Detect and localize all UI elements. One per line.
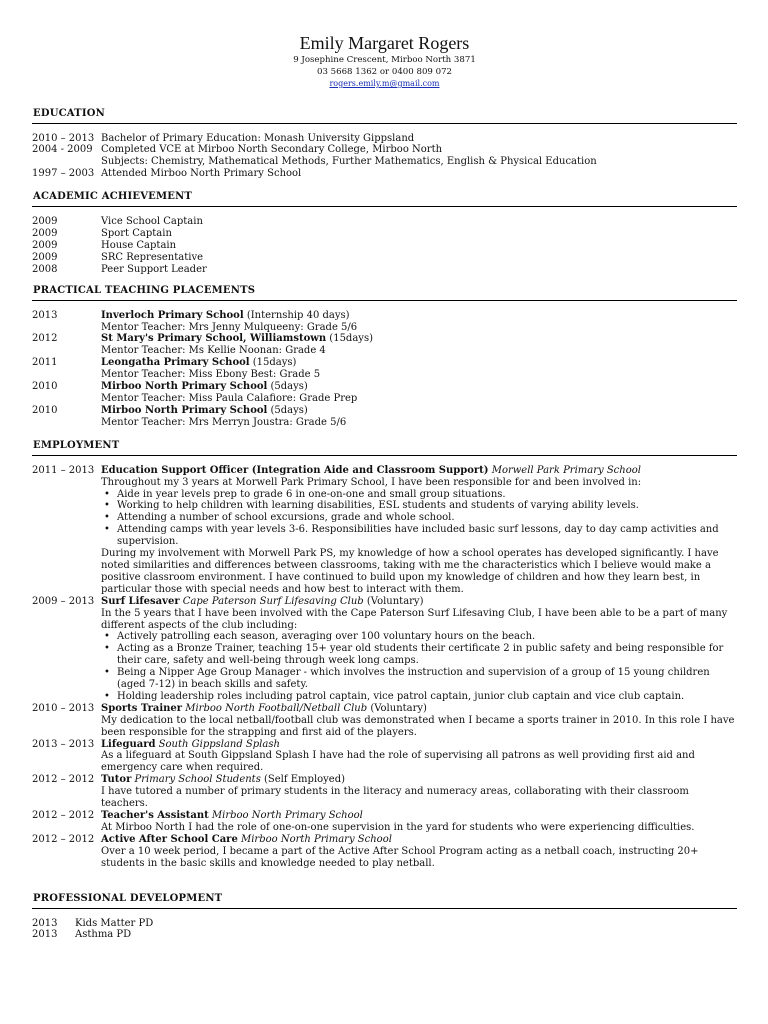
placement-title-line xyxy=(101,381,737,393)
job-heading xyxy=(101,465,737,477)
job-organisation: South Gippsland Splash xyxy=(155,738,280,750)
job-bullet: • Actively patrolling each season, averaging over 100 voluntary hours on the beach. xyxy=(101,631,737,643)
placement-title-line xyxy=(101,310,737,322)
placement-mentor: Mentor Teacher: Miss Paula Calafiore: Grade Prep xyxy=(101,393,358,404)
professional-date: 2013 xyxy=(32,929,58,941)
job-date: 2010 – 2013 xyxy=(32,702,95,714)
academic-text: Peer Support Leader xyxy=(101,263,207,275)
job-organisation: Cape Paterson Surf Lifesaving Club xyxy=(179,595,364,607)
placement-content xyxy=(101,310,737,334)
academic-row xyxy=(32,240,737,252)
job-title: Surf Lifesaver xyxy=(101,595,180,607)
placements-heading: PRACTICAL TEACHING PLACEMENTS xyxy=(32,284,737,301)
education-text: Bachelor of Primary Education: Monash University Gippsland xyxy=(101,132,415,144)
placement-school: Leongatha Primary School xyxy=(101,357,250,369)
academic-row xyxy=(32,264,737,276)
job-content xyxy=(101,834,737,870)
placement-row xyxy=(32,333,737,357)
academic-text: SRC Representative xyxy=(101,251,204,263)
job-content xyxy=(101,774,737,810)
placement-date: 2010 xyxy=(32,381,58,393)
placement-row xyxy=(32,357,737,381)
placement-detail: (5days) xyxy=(267,381,308,393)
academic-date: 2009 xyxy=(32,228,58,240)
placement-date: 2010 xyxy=(32,404,58,416)
job-note: (Voluntary) xyxy=(363,595,424,607)
academic-date: 2009 xyxy=(32,239,58,251)
job-organisation: Morwell Park Primary School xyxy=(488,464,641,476)
placement-content xyxy=(101,357,737,381)
placement-content xyxy=(101,381,737,405)
job-description: I have tutored a number of primary students in the literacy and numeracy areas, collaborating with their classroom teachers. xyxy=(101,786,689,810)
job-title: Tutor xyxy=(101,774,132,786)
job-bullet: • Working to help children with learning disabilities, ESL students and students of varying ability levels. xyxy=(101,500,737,512)
placement-detail: (15days) xyxy=(326,333,373,345)
placement-content xyxy=(101,405,737,429)
job-row xyxy=(32,810,737,834)
placement-school: Inverloch Primary School xyxy=(101,309,244,321)
academic-date: 2009 xyxy=(32,216,58,228)
academic-text: Vice School Captain xyxy=(101,216,203,228)
education-text: Attended Mirboo North Primary School xyxy=(101,168,302,180)
academic-text: House Captain xyxy=(101,239,177,251)
professional-date: 2013 xyxy=(32,917,58,929)
education-date xyxy=(32,156,101,168)
job-content xyxy=(101,596,737,703)
placement-mentor: Mentor Teacher: Miss Ebony Best: Grade 5 xyxy=(101,369,321,381)
placement-school: St Mary's Primary School, Williamstown xyxy=(101,333,327,345)
job-title: Active After School Care xyxy=(101,833,238,845)
education-date: 1997 – 2003 xyxy=(32,168,95,180)
academic-row xyxy=(32,216,737,228)
placement-row xyxy=(32,310,737,334)
job-row xyxy=(32,596,737,703)
job-row xyxy=(32,774,737,810)
placement-title-line xyxy=(101,333,737,345)
job-title: Sports Trainer xyxy=(101,702,183,714)
job-organisation: Primary School Students xyxy=(131,774,261,786)
professional-text: Asthma PD xyxy=(75,929,132,941)
placement-date: 2013 xyxy=(32,309,58,321)
job-date: 2009 – 2013 xyxy=(32,595,95,607)
job-content xyxy=(101,739,737,775)
academic-text: Sport Captain xyxy=(101,228,172,240)
placement-mentor: Mentor Teacher: Ms Kellie Noonan: Grade 4 xyxy=(101,345,326,357)
job-description: My dedication to the local netball/football club was demonstrated when I became a sports trainer in 2010. In this role I have been responsible for the strapping and first aid of the players. xyxy=(101,714,735,738)
education-date: 2004 - 2009 xyxy=(32,144,93,156)
job-heading xyxy=(101,774,737,786)
professional-heading: PROFESSIONAL DEVELOPMENT xyxy=(32,892,737,909)
placement-school: Mirboo North Primary School xyxy=(101,381,268,393)
job-row xyxy=(32,739,737,775)
job-description: Over a 10 week period, I became a part of the Active After School Program acting as a netball coach, instructing 20+ students in the basic skills and knowledge needed to play netball. xyxy=(101,845,699,869)
academic-date: 2009 xyxy=(32,251,58,263)
job-organisation: Mirboo North Primary School xyxy=(237,833,392,845)
academic-row xyxy=(32,228,737,240)
job-bullet-list xyxy=(101,631,737,702)
placement-row xyxy=(32,381,737,405)
placement-row xyxy=(32,405,737,429)
job-heading xyxy=(101,810,737,822)
placement-detail: (Internship 40 days) xyxy=(243,309,350,321)
job-bullet: • Being a Nipper Age Group Manager - which involves the instruction and supervision of a group of 15 young children (aged 7-12) in beach skills and safety. xyxy=(101,667,737,691)
job-title: Lifeguard xyxy=(101,738,156,750)
job-summary: During my involvement with Morwell Park PS, my knowledge of how a school operates has developed significantly. I have noted similarities and differences between classrooms, taking with me the characteristics which I believe would make a positive classroom environment. I have continued to build upon my knowledge of children and how they learn best, in particular those with special needs and how best to interact with them. xyxy=(101,548,719,595)
job-organisation: Mirboo North Football/Netball Club xyxy=(182,702,368,714)
job-row xyxy=(32,703,737,739)
job-note: (Voluntary) xyxy=(367,702,427,714)
job-heading xyxy=(101,834,737,846)
job-title: Education Support Officer (Integration Aide and Classroom Support) xyxy=(101,464,489,476)
job-date: 2011 – 2013 xyxy=(32,464,95,476)
job-note: (Self Employed) xyxy=(260,774,346,786)
professional-row xyxy=(32,929,737,941)
job-organisation: Mirboo North Primary School xyxy=(208,810,363,821)
job-bullet: • Attending a number of school excursions, grade and whole school. xyxy=(101,512,737,524)
job-date: 2013 – 2013 xyxy=(32,738,95,750)
job-date: 2012 – 2012 xyxy=(32,833,95,845)
job-description: Throughout my 3 years at Morwell Park Primary School, I have been responsible for and been involved in: xyxy=(101,476,642,488)
job-bullet: • Acting as a Bronze Trainer, teaching 15+ year old students their certificate 2 in public safety and being responsible for their care, safety and well-being through week long camps. xyxy=(101,643,737,667)
placement-school: Mirboo North Primary School xyxy=(101,404,268,416)
academic-list xyxy=(32,216,737,276)
professional-row xyxy=(32,918,737,930)
education-text: Completed VCE at Mirboo North Secondary College, Mirboo North xyxy=(101,144,443,156)
education-row xyxy=(32,144,737,156)
education-text: Subjects: Chemistry, Mathematical Methods, Further Mathematics, English & Physical Education xyxy=(101,156,597,168)
placement-mentor: Mentor Teacher: Mrs Merryn Joustra: Grade 5/6 xyxy=(101,416,347,428)
placement-title-line xyxy=(101,357,737,369)
placement-detail: (15days) xyxy=(249,357,297,369)
placements-list xyxy=(32,310,737,429)
professional-text: Kids Matter PD xyxy=(75,917,154,929)
job-content xyxy=(101,810,737,834)
academic-row xyxy=(32,252,737,264)
placement-date: 2011 xyxy=(32,357,58,369)
job-title: Teacher's Assistant xyxy=(101,810,209,821)
academic-heading: ACADEMIC ACHIEVEMENT xyxy=(32,190,737,207)
professional-list xyxy=(32,918,737,942)
email-link[interactable]: rogers.emily.m@gmail.com xyxy=(329,79,440,88)
education-date: 2010 – 2013 xyxy=(32,132,95,144)
job-row xyxy=(32,465,737,596)
education-row xyxy=(32,156,737,168)
academic-date: 2008 xyxy=(32,263,58,275)
employment-heading: EMPLOYMENT xyxy=(32,439,737,456)
employment-list xyxy=(32,465,737,870)
job-heading xyxy=(101,596,737,608)
job-description: As a lifeguard at South Gippsland Splash I have had the role of supervising all patrons as well providing first aid and emergency care when required. xyxy=(101,750,695,774)
job-heading xyxy=(101,739,737,751)
job-description: In the 5 years that I have been involved with the Cape Paterson Surf Lifesaving Club, I have been able to be a part of many different aspects of the club including: xyxy=(101,607,728,631)
resume-page xyxy=(32,0,737,941)
placement-title-line xyxy=(101,405,737,417)
job-bullet-list xyxy=(101,489,737,549)
placement-mentor: Mentor Teacher: Mrs Jenny Mulqueeny: Grade 5/6 xyxy=(101,321,358,333)
job-bullet: • Aide in year levels prep to grade 6 in one-on-one and small group situations. xyxy=(101,489,737,501)
job-description: At Mirboo North I had the role of one-on-one supervision in the yard for students who were experiencing difficulties. xyxy=(101,821,695,833)
job-content xyxy=(101,465,737,596)
job-content xyxy=(101,703,737,739)
education-row xyxy=(32,168,737,180)
job-date: 2012 – 2012 xyxy=(32,810,95,821)
phone: 03 5668 1362 or 0400 809 072 xyxy=(316,66,453,77)
job-bullet: • Holding leadership roles including patrol captain, vice patrol captain, junior club captain and vice club captain. xyxy=(101,691,737,703)
education-row xyxy=(32,133,737,145)
education-list xyxy=(32,133,737,181)
job-date: 2012 – 2012 xyxy=(32,774,95,786)
job-bullet: • Attending camps with year levels 3-6. Responsibilities have included basic surf lessons, day to day camp activities and supervision. xyxy=(101,524,737,548)
education-heading: EDUCATION xyxy=(32,107,737,124)
placement-detail: (5days) xyxy=(267,404,308,416)
placement-date: 2012 xyxy=(32,333,58,345)
applicant-name: Emily Margaret Rogers xyxy=(299,33,470,53)
address: 9 Josephine Crescent, Mirboo North 3871 xyxy=(293,55,476,65)
job-row xyxy=(32,834,737,870)
placement-content xyxy=(101,333,737,357)
job-heading xyxy=(101,703,737,715)
